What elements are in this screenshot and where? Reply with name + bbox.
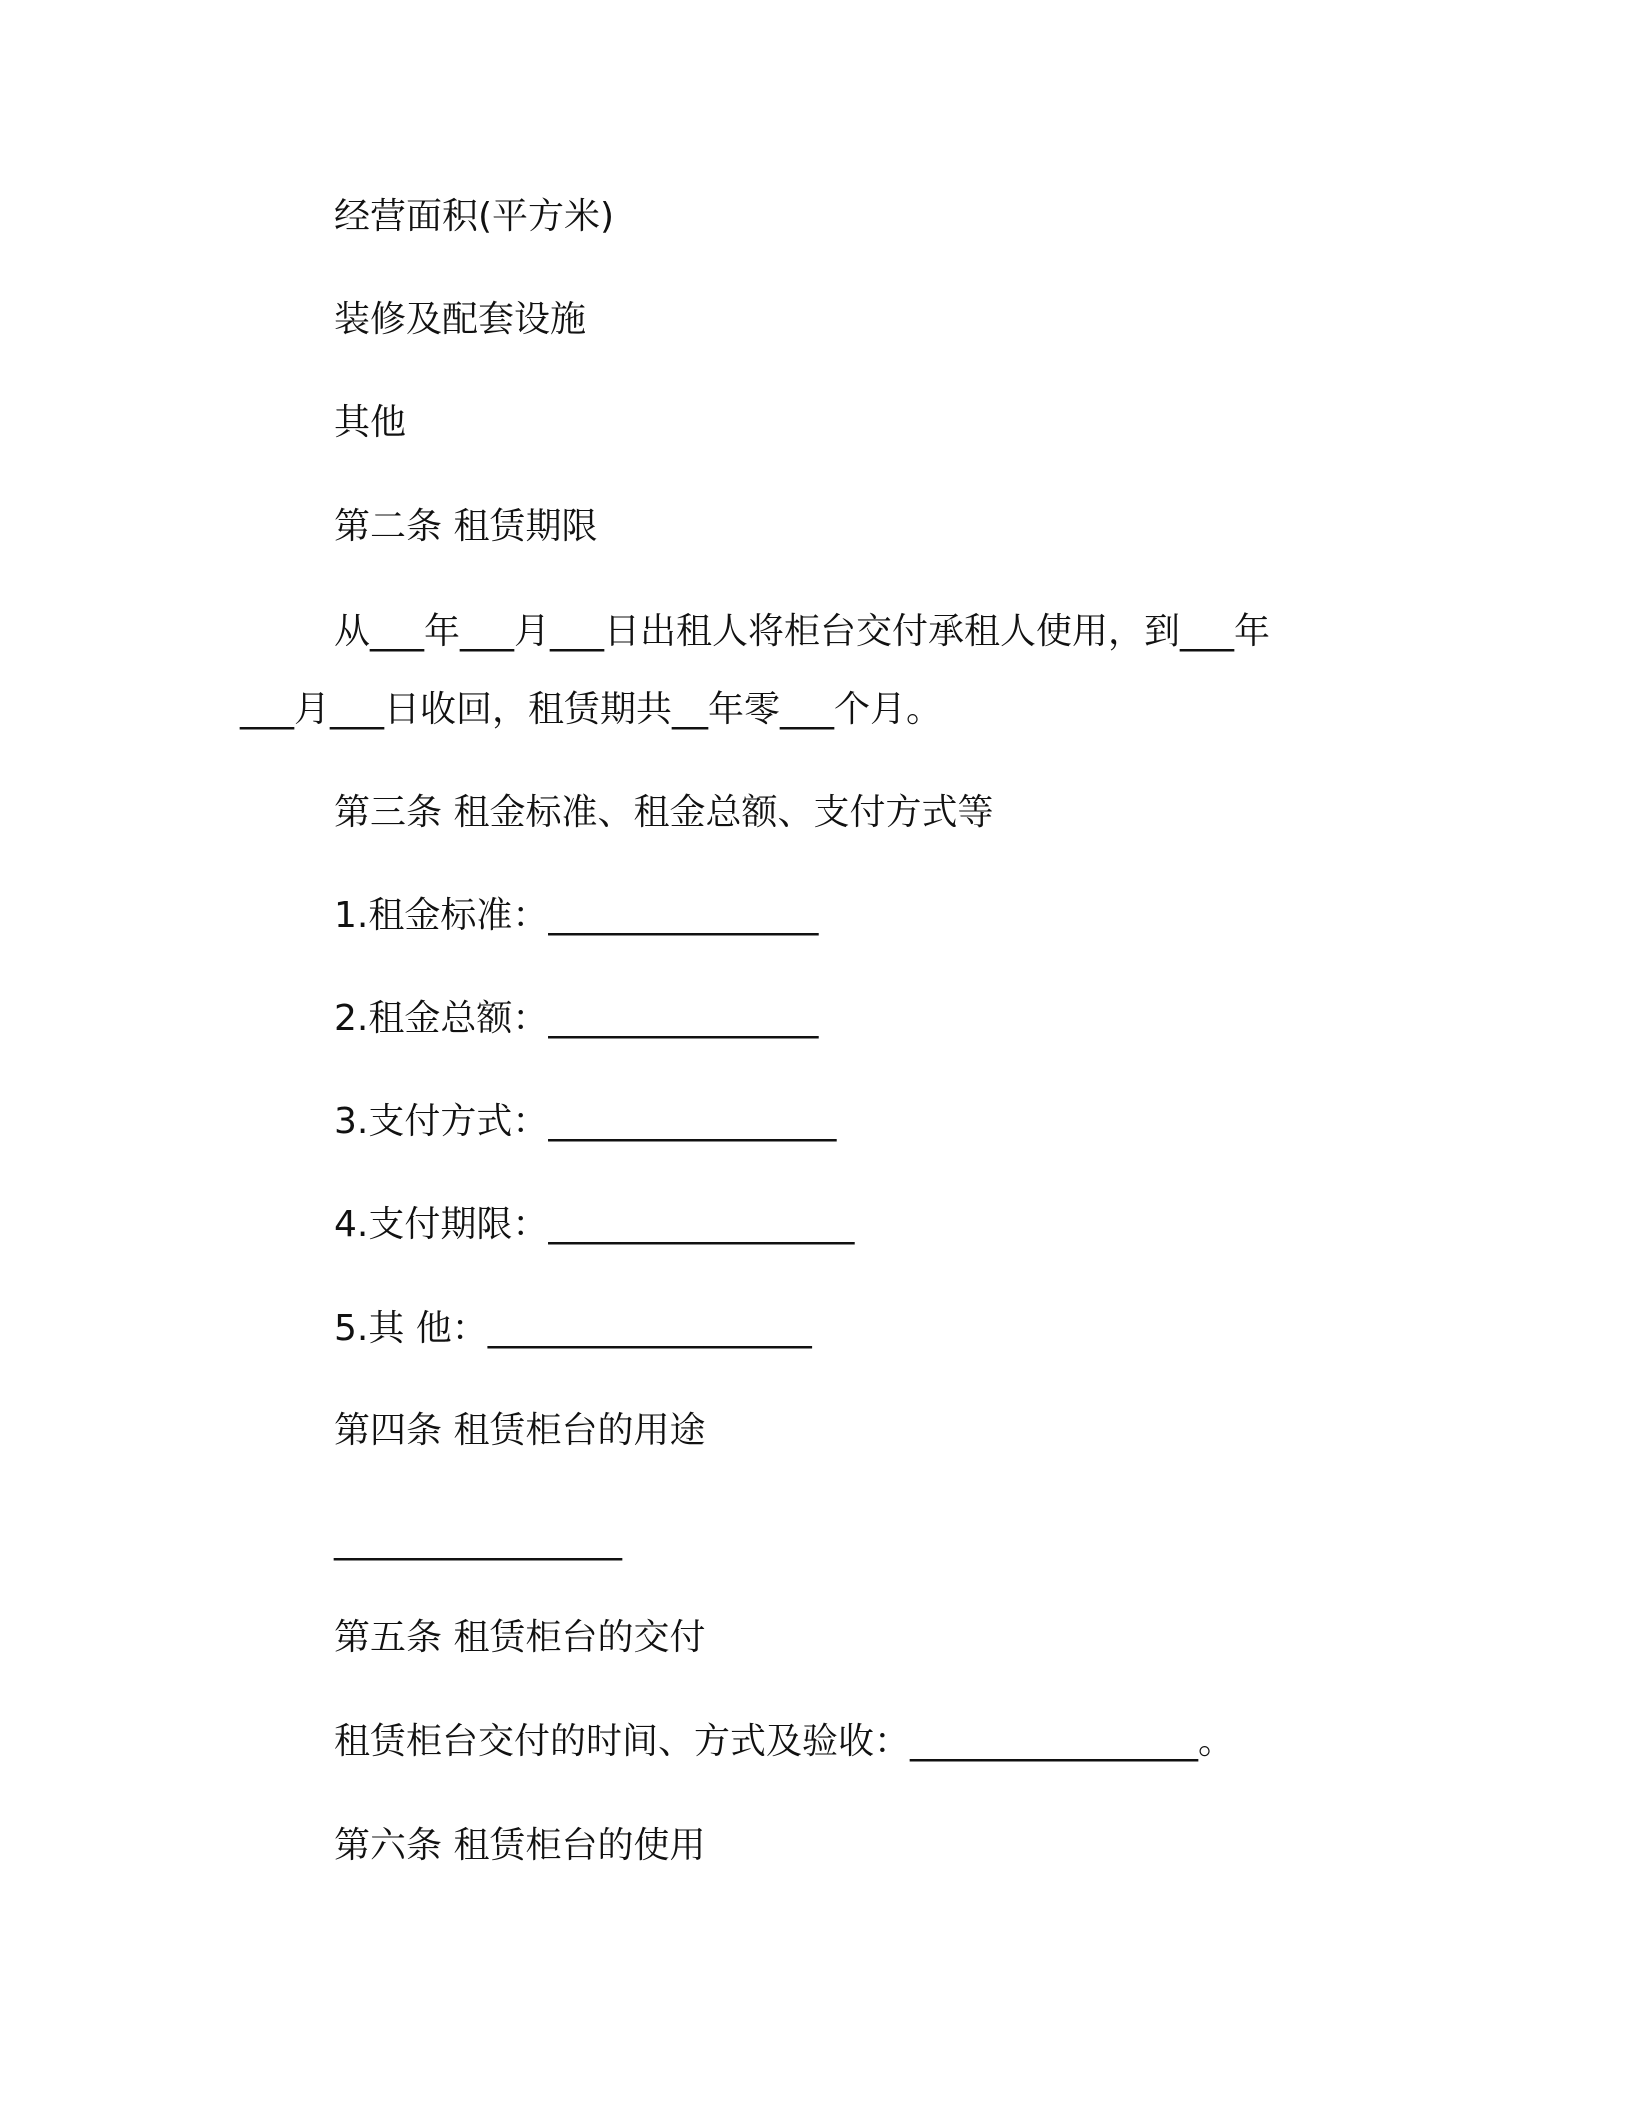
article-5-heading: 第五条 租赁柜台的交付 <box>334 1617 706 1658</box>
article-3-heading: 第三条 租金标准、租金总额、支付方式等 <box>334 792 994 833</box>
payment-method-field: 3.支付方式：________________ <box>334 1101 837 1142</box>
rent-total-field: 2.租金总额：_______________ <box>334 998 819 1039</box>
other-terms-field: 5.其 他：__________________ <box>334 1308 812 1349</box>
decoration-facilities-label: 装修及配套设施 <box>334 299 587 340</box>
lease-term-line-1: 从___年___月___日出租人将柜台交付承租人使用，到___年 <box>334 611 1271 652</box>
rent-standard-field: 1.租金标准：_______________ <box>334 895 819 936</box>
article-2-heading: 第二条 租赁期限 <box>334 506 598 547</box>
business-area-label: 经营面积(平方米) <box>334 196 615 237</box>
article-6-heading: 第六条 租赁柜台的使用 <box>334 1825 706 1866</box>
delivery-terms-field: 租赁柜台交付的时间、方式及验收：________________。 <box>334 1721 1235 1762</box>
lease-term-line-2: ___月___日收回，租赁期共__年零___个月。 <box>240 689 943 730</box>
payment-deadline-field: 4.支付期限：_________________ <box>334 1204 855 1245</box>
article-4-heading: 第四条 租赁柜台的用途 <box>334 1410 706 1451</box>
usage-blank-line: ________________ <box>334 1520 622 1561</box>
other-label: 其他 <box>334 402 407 443</box>
